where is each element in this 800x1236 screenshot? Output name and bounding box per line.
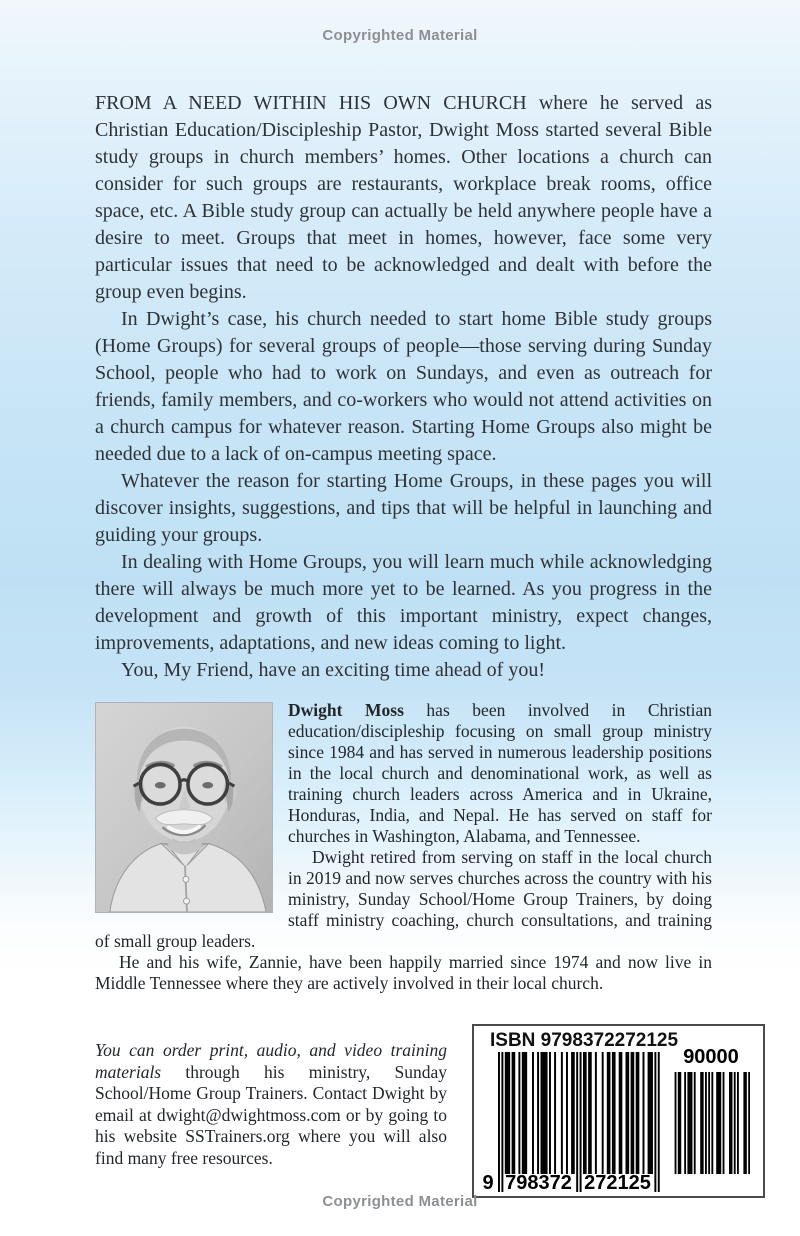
- bio-paragraph-3: He and his wife, Zannie, have been happily married since 1974 and now live in Middle Tennessee where they are actively involved in their local church.: [95, 952, 712, 993]
- addon-code-label: 90000: [683, 1046, 739, 1068]
- isbn-barcode-box: [472, 1024, 765, 1198]
- bio-paragraph-2: Dwight retired from serving on staff in the local church in 2019 and now serves churches across the country with his ministry, Sunday School/Home Group Trainers, by doing staff ministry coaching, church consultations, and training of small group leaders.: [95, 847, 712, 951]
- ordering-info: [95, 1040, 447, 1169]
- author-portrait-illustration: [96, 703, 272, 912]
- synopsis-text: [95, 90, 712, 684]
- synopsis-paragraph: FROM A NEED WITHIN HIS OWN CHURCH where he served as Christian Education/Discipleship Pastor, Dwight Moss started several Bible study groups in church members’ homes. Other locations a church can consider for such groups are restaurants, workplace break rooms, office space, etc. A Bible study group can actually be held anywhere people have a desire to meet. Groups that meet in homes, however, face some very particular issues that need to be acknowledged and dealt with before the group even begins.: [95, 92, 712, 303]
- addon-bars: [673, 1072, 750, 1174]
- copyright-notice-bottom: Copyrighted Material: [322, 1193, 478, 1210]
- author-bio-section: [95, 700, 712, 994]
- isbn-label: ISBN 9798372272125: [490, 1030, 679, 1051]
- ordering-info-rest: through his ministry, Sunday School/Home Group Trainers. Contact Dwight by email at dwight@dwightmoss.com or by going to his website SSTrainers.org where you will also find many free resources.: [95, 1061, 447, 1168]
- ean13-bars: [498, 1052, 660, 1192]
- author-name: Dwight Moss: [288, 700, 404, 720]
- ean13-barcode: [482, 1052, 660, 1194]
- barcode-digit-lead: 9: [482, 1172, 494, 1194]
- price-addon-barcode: [671, 1046, 751, 1196]
- ordering-info-lead: You can order print, audio, and video training materials: [95, 1040, 447, 1082]
- synopsis-paragraph: Whatever the reason for starting Home Groups, in these pages you will discover insights, suggestions, and tips that will be helpful in launching and guiding your groups.: [95, 470, 712, 546]
- barcode-digits-group2: 272125: [584, 1172, 651, 1194]
- author-photo: [95, 702, 273, 913]
- bio-paragraph-1-text: has been involved in Christian education/discipleship focusing on small group ministry since 1984 and has served in numerous leadership positions in the local church and denominational work, as well as training church leaders across America and in Ukraine, Honduras, India, and Nepal. He has served on staff for churches in Washington, Alabama, and Tennessee.: [288, 700, 712, 846]
- synopsis-paragraph: In Dwight’s case, his church needed to start home Bible study groups (Home Groups) for several groups of people—those serving during Sunday School, people who had to work on Sundays, and even as outreach for friends, family members, and co-workers who would not attend activities on a church campus for whatever reason. Starting Home Groups also might be needed due to a lack of on-campus meeting space.: [95, 308, 712, 465]
- copyright-notice-top: Copyrighted Material: [322, 27, 478, 44]
- synopsis-paragraph: You, My Friend, have an exciting time ahead of you!: [121, 659, 545, 681]
- barcode-digits-group1: 798372: [505, 1172, 572, 1194]
- synopsis-paragraph: In dealing with Home Groups, you will learn much while acknowledging there will always be much more yet to be learned. As you progress in the development and growth of this important ministry, expect changes, improvements, adaptations, and new ideas coming to light.: [95, 551, 712, 654]
